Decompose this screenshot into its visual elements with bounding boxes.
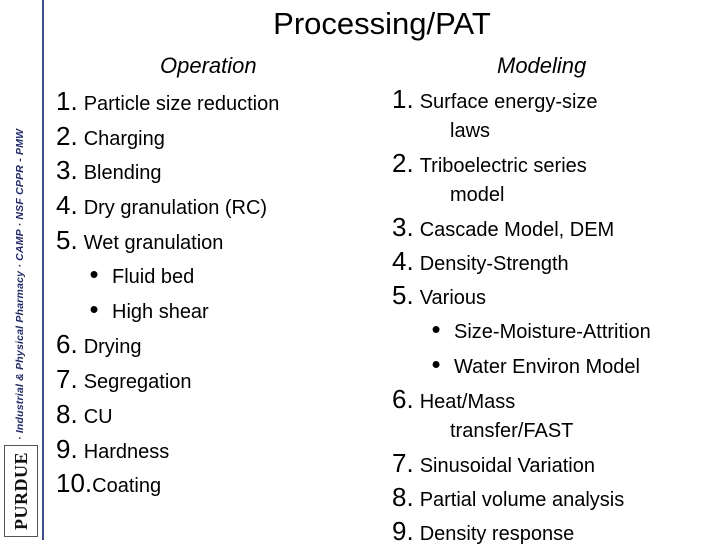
side-strip bbox=[0, 0, 44, 540]
list-item bbox=[392, 446, 712, 480]
sub-item bbox=[426, 347, 712, 382]
item-number: 6. bbox=[392, 384, 414, 414]
item-number: 8. bbox=[392, 482, 414, 512]
list-item bbox=[392, 146, 712, 180]
item-number: 4. bbox=[392, 246, 414, 276]
bullet-icon: • bbox=[89, 294, 99, 325]
item-number: 10. bbox=[56, 468, 93, 499]
item-number: 6. bbox=[56, 329, 78, 360]
item-text: Blending bbox=[83, 162, 162, 185]
sidebar-caption: · Industrial & Physical Pharmacy · CAMP · NSF CPPR - PMW bbox=[14, 128, 26, 440]
item-text: Surface energy-size bbox=[419, 91, 598, 113]
sub-item bbox=[84, 292, 356, 327]
item-number: 9. bbox=[56, 433, 78, 464]
item-number: 2. bbox=[392, 148, 414, 178]
item-number: 5. bbox=[392, 280, 414, 310]
item-number: 8. bbox=[56, 398, 78, 429]
list-item bbox=[56, 188, 356, 223]
item-text: Density response bbox=[419, 523, 575, 545]
item-number: 2. bbox=[56, 120, 78, 151]
item-number: 3. bbox=[56, 155, 78, 186]
item-continuation: model bbox=[450, 184, 505, 206]
list-item bbox=[56, 432, 356, 467]
item-text: Coating bbox=[92, 475, 162, 498]
item-number: 4. bbox=[56, 190, 78, 221]
item-continuation: laws bbox=[450, 120, 491, 142]
item-number: 1. bbox=[392, 84, 414, 114]
sub-item-text: Fluid bed bbox=[112, 266, 195, 289]
item-text: Partial volume analysis bbox=[419, 489, 625, 511]
list-item bbox=[56, 466, 356, 501]
item-number: 7. bbox=[392, 448, 414, 478]
purdue-logo bbox=[4, 445, 38, 537]
list-item bbox=[56, 223, 356, 258]
item-number: 3. bbox=[392, 212, 414, 242]
list-item bbox=[392, 210, 712, 244]
item-text: Various bbox=[419, 287, 487, 309]
modeling-list bbox=[392, 82, 712, 548]
item-continuation: transfer/FAST bbox=[450, 420, 574, 442]
item-text: CU bbox=[83, 405, 113, 428]
list-item bbox=[392, 382, 712, 416]
sub-item-text: Size-Moisture-Attrition bbox=[454, 321, 651, 343]
list-item bbox=[392, 480, 712, 514]
item-text: Wet granulation bbox=[83, 231, 224, 254]
item-text: Triboelectric series bbox=[419, 155, 587, 177]
item-text: Cascade Model, DEM bbox=[419, 219, 615, 241]
list-item bbox=[56, 397, 356, 432]
item-text: Charging bbox=[83, 127, 165, 150]
bullet-icon: • bbox=[431, 314, 441, 344]
item-text: Sinusoidal Variation bbox=[419, 455, 595, 477]
logo-wordmark: PURDUE bbox=[11, 452, 31, 530]
list-item bbox=[56, 84, 356, 119]
bullet-icon: • bbox=[431, 349, 441, 379]
list-item bbox=[56, 153, 356, 188]
list-item bbox=[392, 514, 712, 548]
sub-item-text: High shear bbox=[112, 301, 209, 324]
page-title: Processing/PAT bbox=[273, 6, 491, 41]
list-item bbox=[56, 362, 356, 397]
item-text: Density-Strength bbox=[419, 253, 569, 275]
sub-item-text: Water Environ Model bbox=[454, 356, 640, 378]
list-item bbox=[56, 119, 356, 154]
item-text: Segregation bbox=[83, 371, 192, 394]
sub-item bbox=[426, 312, 712, 347]
item-number: 7. bbox=[56, 364, 78, 395]
item-number: 5. bbox=[56, 224, 78, 255]
operation-heading: Operation bbox=[160, 53, 257, 78]
list-item bbox=[56, 327, 356, 362]
operation-list bbox=[56, 84, 356, 501]
item-text: Drying bbox=[83, 336, 142, 359]
list-item bbox=[392, 82, 712, 116]
item-text: Heat/Mass bbox=[419, 391, 516, 413]
sub-item bbox=[84, 257, 356, 292]
list-item bbox=[392, 278, 712, 312]
item-text: Dry granulation (RC) bbox=[83, 197, 268, 220]
bullet-icon: • bbox=[89, 259, 99, 290]
item-number: 1. bbox=[56, 86, 78, 116]
item-text: Particle size reduction bbox=[83, 93, 280, 115]
list-item bbox=[392, 244, 712, 278]
item-text: Hardness bbox=[83, 440, 170, 463]
item-number: 9. bbox=[392, 516, 414, 546]
modeling-heading: Modeling bbox=[497, 53, 587, 78]
